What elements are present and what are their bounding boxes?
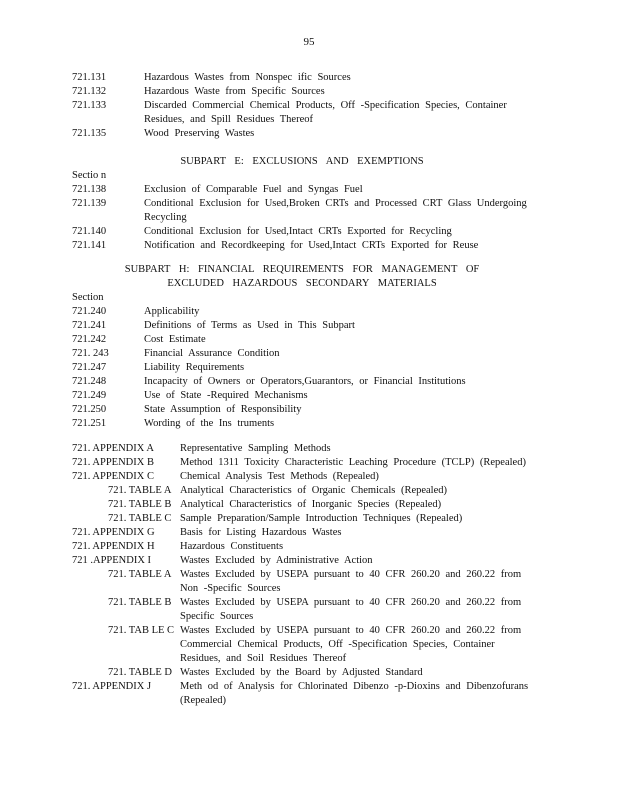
section-title: Conditional Exclusion for Used,Intact CRTs Exported for Recycling (144, 226, 452, 237)
subpart-h (72, 263, 532, 431)
toc-row (72, 333, 532, 347)
section-number: 721.240 (72, 306, 107, 317)
table-title: Wastes Excluded by USEPA pursuant to 40 CFR 260.20 and 260.22 from Specific Sources (180, 597, 522, 622)
table-number: 721. TABLE A (108, 485, 172, 496)
appendix-number: 721. APPENDIX J (72, 681, 152, 692)
table-title: Analytical Characteristics of Organic Chemicals (Repealed) (180, 485, 447, 496)
toc-row (72, 375, 532, 389)
appendix-row (72, 540, 532, 554)
section-title: Notification and Recordkeeping for Used,Intact CRTs Exported for Reuse (144, 240, 479, 251)
section-number: 721.247 (72, 362, 107, 373)
appendix-number: 721. APPENDIX H (72, 541, 155, 552)
section-number: 721.131 (72, 72, 107, 83)
toc-row (72, 319, 532, 333)
appendix-row (72, 554, 532, 568)
section-number: 721.242 (72, 334, 107, 345)
appendix-number: 721. APPENDIX A (72, 443, 154, 454)
appendix-row (72, 526, 532, 540)
appendix-title: Wastes Excluded by Administrative Action (180, 555, 373, 566)
table-row (72, 624, 532, 666)
table-number: 721. TABLE C (108, 513, 172, 524)
appendix-row (72, 470, 532, 484)
section-title: Financial Assurance Condition (144, 348, 280, 359)
toc-row (72, 225, 532, 239)
table-number: 721. TABLE B (108, 499, 172, 510)
toc-row (72, 197, 532, 225)
appendix-row (72, 442, 532, 456)
toc-row (72, 85, 532, 99)
section-title: Hazardous Wastes from Nonspec ific Sources (144, 72, 351, 83)
section-title: Incapacity of Owners or Operators,Guarantors, or Financial Institutions (144, 376, 466, 387)
section-title: Liability Requirements (144, 362, 245, 373)
section-title: Wording of the Ins truments (144, 418, 275, 429)
table-title: Analytical Characteristics of Inorganic Species (Repealed) (180, 499, 442, 510)
appendix-row (72, 456, 532, 470)
table-row (72, 498, 532, 512)
section-number: 721.138 (72, 184, 107, 195)
table-row (72, 484, 532, 498)
section-number: 721.133 (72, 100, 107, 111)
section-title: Cost Estimate (144, 334, 206, 345)
toc-row (72, 417, 532, 431)
section-number: 721.250 (72, 404, 107, 415)
subpart-e (72, 155, 532, 253)
section-title: Hazardous Waste from Specific Sources (144, 86, 325, 97)
appendix-row (72, 680, 532, 708)
section-number: 721.141 (72, 240, 107, 251)
section-number: 721.139 (72, 198, 107, 209)
appendix-title: Method 1311 Toxicity Characteristic Leaching Procedure (TCLP) (Repealed) (180, 457, 526, 468)
appendix-number: 721. APPENDIX C (72, 471, 154, 482)
appendix-title: Meth od of Analysis for Chlorinated Dibenzo -p-Dioxins and Dibenzofurans (Repealed) (180, 681, 529, 706)
section-number: 721.251 (72, 418, 107, 429)
toc-row (72, 127, 532, 141)
section-number: 721.241 (72, 320, 107, 331)
section-number: 721.248 (72, 376, 107, 387)
table-title: Sample Preparation/Sample Introduction Techniques (Repealed) (180, 513, 463, 524)
section-title: State Assumption of Responsibility (144, 404, 302, 415)
page-number: 95 (303, 36, 315, 48)
appendix-number: 721. APPENDIX B (72, 457, 154, 468)
section-title: Definitions of Terms as Used in This Subpart (144, 320, 355, 331)
appendix-title: Chemical Analysis Test Methods (Repealed) (180, 471, 379, 482)
table-number: 721. TABLE D (108, 667, 173, 678)
section-label: Sectio n (72, 170, 107, 181)
subpart-d-list (72, 71, 532, 141)
toc-row (72, 403, 532, 417)
table-title: Wastes Excluded by USEPA pursuant to 40 CFR 260.20 and 260.22 from Commercial Chemical Products, Off -Specification Species, Container Residues, and Soil Residues Thereof (180, 625, 522, 664)
subpart-h-heading: SUBPART H: FINANCIAL REQUIREMENTS FOR MANAGEMENT OF (124, 264, 480, 275)
table-row (72, 666, 532, 680)
section-number: 721.140 (72, 226, 107, 237)
section-title: Discarded Commercial Chemical Products, Off -Specification Species, Container Residues, and Spill Residues Thereof (144, 100, 507, 125)
table-row (72, 512, 532, 526)
appendix-title: Hazardous Constituents (180, 541, 284, 552)
appendix-number: 721. APPENDIX G (72, 527, 155, 538)
toc-row (72, 361, 532, 375)
toc-row (72, 99, 532, 127)
section-title: Applicability (144, 306, 200, 317)
table-title: Wastes Excluded by USEPA pursuant to 40 CFR 260.20 and 260.22 from Non -Specific Sources (180, 569, 522, 594)
table-number: 721. TAB LE C (108, 625, 175, 636)
section-label: Section (72, 292, 104, 303)
table-title: Wastes Excluded by the Board by Adjusted Standard (180, 667, 423, 678)
table-row (72, 568, 532, 596)
table-number: 721. TABLE A (108, 569, 172, 580)
appendix-title: Basis for Listing Hazardous Wastes (180, 527, 342, 538)
toc-row (72, 183, 532, 197)
subpart-e-heading: SUBPART E: EXCLUSIONS AND EXEMPTIONS (180, 156, 424, 167)
appendix-list (72, 442, 532, 708)
table-row (72, 596, 532, 624)
section-number: 721. 243 (72, 348, 109, 359)
section-number: 721.132 (72, 86, 107, 97)
table-number: 721. TABLE B (108, 597, 172, 608)
toc-row (72, 389, 532, 403)
subpart-h-heading-line2: EXCLUDED HAZARDOUS SECONDARY MATERIALS (167, 278, 437, 289)
toc-row (72, 71, 532, 85)
toc-row (72, 239, 532, 253)
section-title: Exclusion of Comparable Fuel and Syngas Fuel (144, 184, 363, 195)
section-title: Wood Preserving Wastes (144, 128, 255, 139)
section-title: Use of State -Required Mechanisms (144, 390, 308, 401)
section-title: Conditional Exclusion for Used,Broken CRTs and Processed CRT Glass Undergoing Recycling (144, 198, 527, 223)
appendix-number: 721 .APPENDIX I (72, 555, 152, 566)
appendix-title: Representative Sampling Methods (180, 443, 331, 454)
toc-row (72, 305, 532, 319)
toc-row (72, 347, 532, 361)
section-number: 721.249 (72, 390, 107, 401)
section-number: 721.135 (72, 128, 107, 139)
